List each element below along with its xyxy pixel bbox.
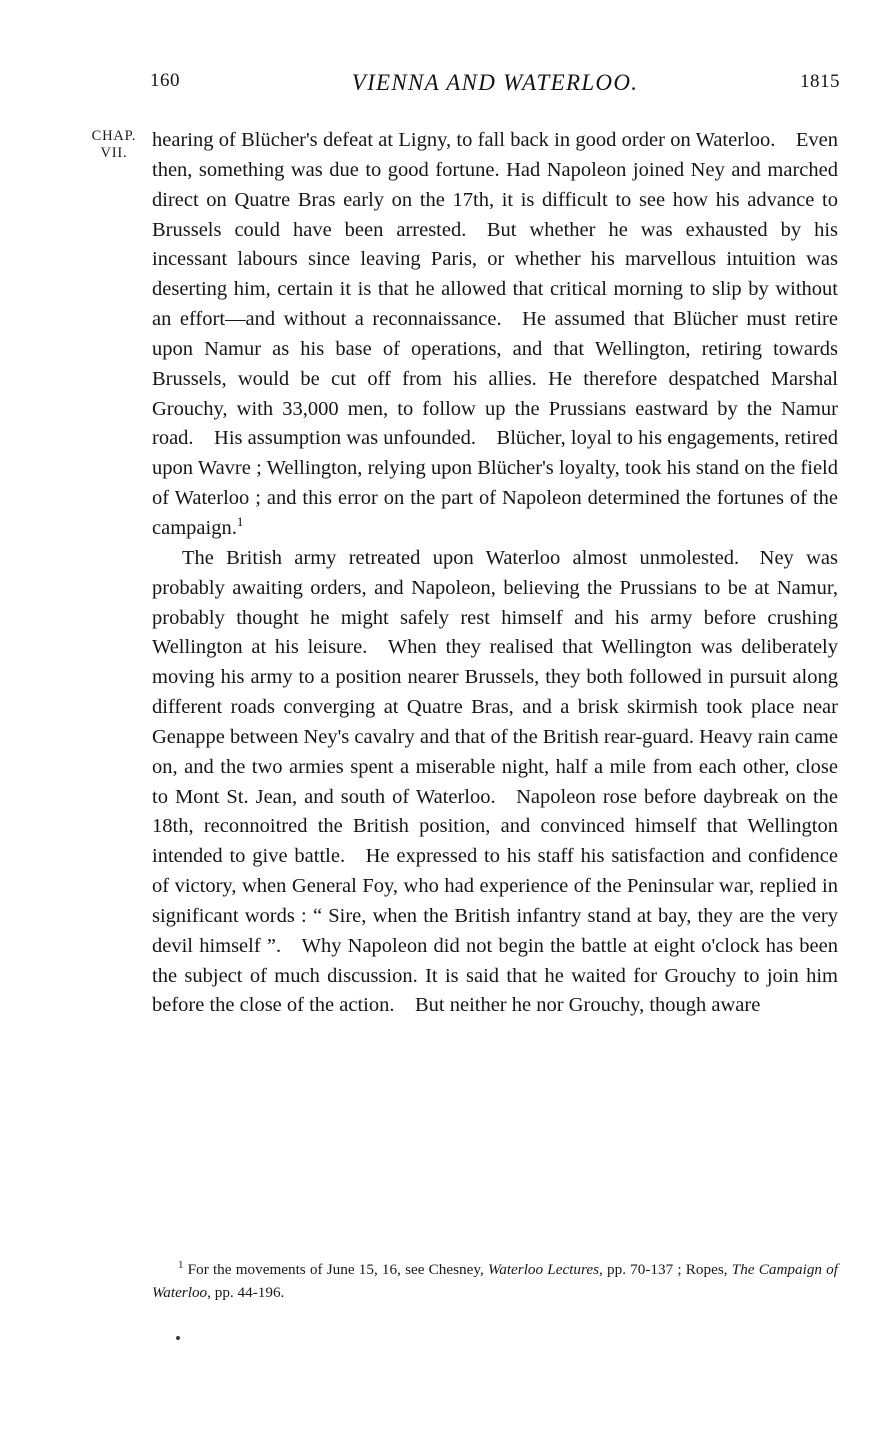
chapter-marginal-note [78, 128, 150, 162]
footnote-text-2: , pp. 70-137 ; Ropes, [599, 1261, 732, 1278]
paragraph-1-text: hearing of Blücher's defeat at Ligny, to fall back in good order on Waterloo. Even then, something was due to good fortune. Had Napoleon joined Ney and marched direct on Quatre Bras early on the 17th, it is difficult to see how his advance to Brussels could have been arrested. But whether he was exhausted by his incessant labours since leaving Paris, or whether his marvellous intuition was deserting him, certain it is that he allowed that critical morning to slip by without an effort—and without a reconnaissance. He assumed that Blücher must retire upon Namur as his base of operations, and that Wellington, retiring towards Brussels, would be cut off from his allies. He therefore despatched Marshal Grouchy, with 33,000 men, to follow up the Prussians eastward by the Namur road. His assumption was unfounded. Blücher, loyal to his engagements, retired upon Wavre ; Wellington, relying upon Blücher's loyalty, took his stand on the field of Waterloo ; and this error on the part of Napoleon determined the fortunes of the campaign. [152, 129, 838, 539]
chapter-number: VII. [100, 145, 128, 161]
year-marker-right: 1815 [800, 71, 840, 92]
ink-speck [176, 1336, 180, 1340]
footnote-title-2: The Campaign of Waterloo [152, 1261, 838, 1301]
footnote-title-1: Waterloo Lectures [487, 1261, 600, 1278]
footnote-marker: 1 [178, 1258, 184, 1271]
footnote [152, 1258, 838, 1304]
running-head-title: VIENNA AND WATERLOO. [351, 70, 639, 95]
chapter-label: CHAP. [91, 128, 137, 144]
body-text-block [152, 126, 838, 1021]
paragraph-1 [152, 126, 838, 544]
page-number-left: 160 [150, 70, 180, 91]
footnote-text-1: For the movements of June 15, 16, see Chesney, [183, 1261, 488, 1278]
footnote-text-3: , pp. 44-196. [207, 1284, 285, 1301]
paragraph-2: The British army retreated upon Waterloo almost unmolested. Ney was probably awaiting orders, and Napoleon, believing the Prussians to be at Namur, probably thought he might safely rest himself and his army before crushing Wellington at his leisure. When they realised that Wellington was deliberately moving his army to a position nearer Brussels, they both followed in pursuit along different roads converging at Quatre Bras, and a brisk skirmish took place near Genappe between Ney's cavalry and that of the British rear-guard. Heavy rain came on, and the two armies spent a miserable night, half a mile from each other, close to Mont St. Jean, and south of Waterloo. Napoleon rose before daybreak on the 18th, reconnoitred the British position, and convinced himself that Wellington intended to give battle. He expressed to his staff his satisfaction and confidence of victory, when General Foy, who had experience of the Peninsular war, replied in significant words : “ Sire, when the British infantry stand at bay, they are the very devil himself ”. Why Napoleon did not begin the battle at eight o'clock has been the subject of much discussion. It is said that he waited for Grouchy to join him before the close of the action. But neither he nor Grouchy, though aware [152, 546, 838, 1017]
running-head [150, 70, 840, 100]
footnote-reference-1: 1 [236, 514, 244, 530]
